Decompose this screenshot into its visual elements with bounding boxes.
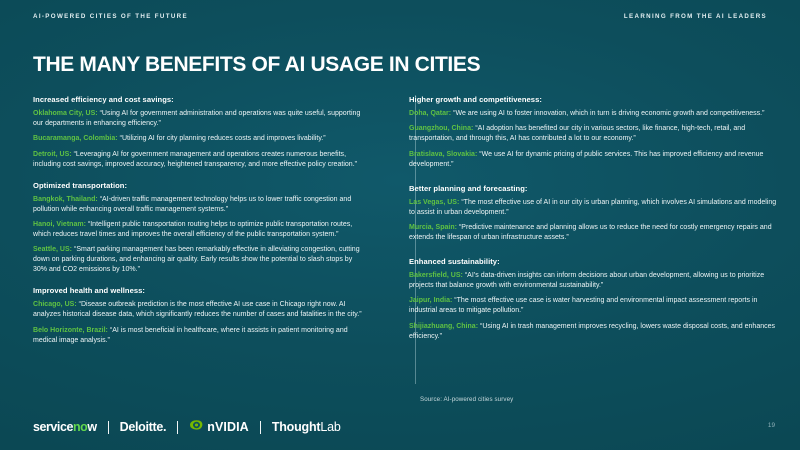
city-quote (33, 326, 367, 346)
city-quote (33, 300, 367, 320)
city-quote (33, 134, 367, 144)
city-label: Murcia, Spain: (409, 224, 457, 232)
quote-text: “Using AI for government administration and operations was quite useful, supporting our departments in enhancing efficiency.” (33, 110, 361, 127)
servicenow-part-b: no (72, 420, 88, 434)
source-note: Source: AI-powered cities survey (420, 396, 514, 403)
benefit-group (33, 286, 367, 345)
quote-text: “We use AI for dynamic pricing of public services. This has improved efficiency and revenue development.” (409, 150, 764, 168)
thoughtlab-light: Lab (320, 420, 341, 434)
benefit-group (409, 257, 780, 342)
city-quote (409, 271, 780, 291)
quote-text: “Disease outbreak prediction is the most effective AI use case in Chicago right now. AI analyzes historical disease data, which significantly reduces the number of cases and fatalities in the city.” (33, 301, 362, 319)
city-label: Guangzhou, China: (409, 125, 474, 133)
benefit-group-heading: Enhanced sustainability: (409, 256, 500, 266)
page-number: 19 (767, 422, 775, 429)
benefit-group-heading: Increased efficiency and cost savings: (33, 95, 174, 104)
quote-text: “AI-driven traffic management technology helps us to lower traffic congestion and pollution while enhancing overall traffic management systems.” (33, 195, 352, 213)
city-quote (409, 150, 780, 170)
benefit-group-heading: Optimized transportation: (33, 180, 128, 190)
city-label: Bangkok, Thailand: (33, 195, 98, 203)
thoughtlab-logo (272, 420, 341, 434)
quote-text: “Predictive maintenance and planning allows us to reduce the need for costly emergency repairs and extends the lifespan of urban infrastructure assets.” (409, 224, 772, 241)
quote-text: “Leveraging AI for government management and operations creates numerous benefits, including cost savings, improved accuracy, heightened transparency, and more effective policy creation.” (33, 150, 357, 168)
servicenow-logo (33, 420, 97, 434)
city-label: Bucaramanga, Colombia: (33, 135, 118, 143)
benefit-group-heading: Higher growth and competitiveness: (409, 95, 542, 104)
quote-text: “Intelligent public transportation routing helps to optimize public transportation routes, which reduces travel times and improves the overall efficiency of the public transportation system.” (33, 221, 353, 238)
benefit-group-heading: Better planning and forecasting: (409, 183, 528, 193)
benefit-group (409, 184, 780, 243)
partner-logo-bar (33, 418, 341, 436)
quote-text: “AI adoption has benefited our city in various sectors, like finance, high-tech, retail, and transportation, and through this, AI has contributed a lot to our economy.” (409, 125, 746, 143)
eyebrow-right: LEARNING FROM THE AI LEADERS (623, 13, 767, 20)
city-label: Seattle, US: (33, 246, 73, 254)
city-quote (33, 150, 367, 170)
city-label: Las Vegas, US: (409, 198, 460, 206)
city-quote (33, 195, 367, 215)
benefit-group (409, 95, 780, 170)
logo-separator (260, 421, 261, 434)
servicenow-part-c: w (87, 420, 97, 434)
city-label: Doha, Qatar: (409, 110, 452, 117)
city-quote (409, 322, 780, 342)
city-quote (409, 223, 780, 243)
content-columns (33, 95, 780, 385)
thoughtlab-bold: Thought (271, 420, 321, 434)
city-label: Belo Horizonte, Brazil: (33, 326, 108, 334)
page-title: THE MANY BENEFITS OF AI USAGE IN CITIES (33, 53, 481, 76)
city-label: Shijiazhuang, China: (409, 322, 479, 330)
deloitte-logo: Deloitte. (119, 420, 167, 434)
city-quote (409, 109, 780, 119)
right-column (385, 95, 780, 385)
benefit-group (33, 181, 367, 276)
city-label: Bakersfield, US: (409, 271, 463, 279)
quote-text: “The most effective use of AI in our city is urban planning, which involves AI simulations and modeling to assist in urban development.” (409, 198, 777, 216)
city-label: Oklahoma City, US: (33, 110, 98, 117)
quote-text: “We are using AI to foster innovation, which in turn is driving economic growth and competitiveness.” (453, 110, 765, 117)
quote-text: “Using AI in trash management improves recycling, lowers waste disposal costs, and enhances efficiency.” (409, 322, 776, 340)
quote-text: “AI’s data-driven insights can inform decisions about urban development, allowing us to prioritize projects that balance growth with environmental sustainability.” (409, 271, 765, 289)
nvidia-logo (189, 418, 249, 436)
quote-text: “AI is most beneficial in healthcare, where it assists in patient monitoring and medical image analysis.” (33, 326, 348, 344)
city-quote (409, 296, 780, 316)
city-quote (33, 109, 367, 129)
quote-text: “Utilizing AI for city planning reduces costs and improves livability.” (119, 135, 326, 143)
eyebrow-left: AI-POWERED CITIES OF THE FUTURE (33, 13, 188, 20)
nvidia-eye-icon (189, 418, 204, 436)
city-quote (33, 245, 367, 275)
left-column (33, 95, 385, 385)
servicenow-part-a: service (33, 420, 73, 434)
quote-text: “The most effective use case is water harvesting and environmental impact assessment reports in industrial areas to mitigate pollution.” (409, 297, 758, 315)
city-label: Detroit, US: (33, 150, 72, 158)
nvidia-wordmark: nVIDIA (207, 420, 249, 434)
city-quote (409, 198, 780, 218)
logo-separator (177, 421, 178, 434)
header-eyebrow-row (33, 13, 767, 20)
city-quote (409, 124, 780, 144)
quote-text: “Smart parking management has been remarkably effective in alleviating congestion, cutting down on parking durations, and enhancing air quality. Early results show the potential to slash stops by 30% and CO2 emissions by 10%.” (33, 246, 360, 274)
city-quote (33, 220, 367, 240)
benefit-group (33, 95, 367, 170)
city-label: Bratislava, Slovakia: (409, 150, 478, 158)
benefit-group-heading: Improved health and wellness: (33, 286, 146, 296)
city-label: Hanoi, Vietnam: (33, 221, 86, 229)
city-label: Chicago, US: (33, 301, 77, 309)
logo-separator (108, 421, 109, 434)
city-label: Jaipur, India: (409, 297, 453, 305)
